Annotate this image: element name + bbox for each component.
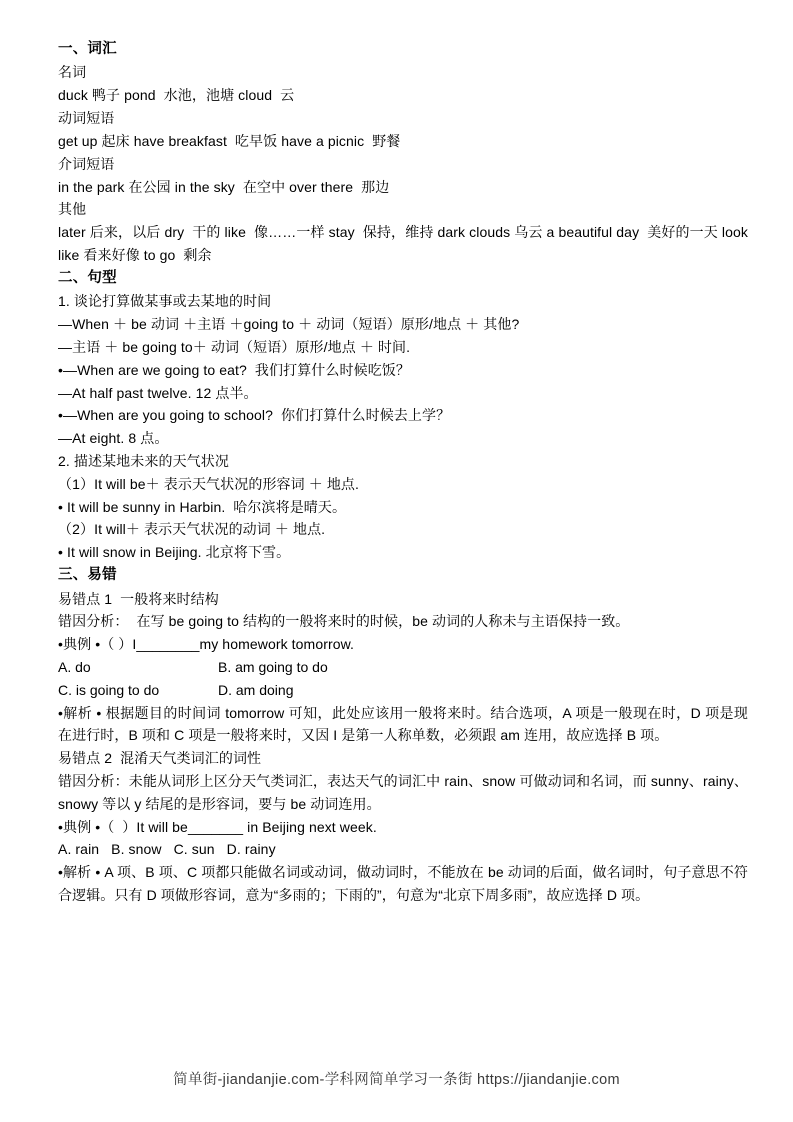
pattern-1-example-q2: •—When are you going to school? 你们打算什么时候去上学？	[58, 407, 451, 424]
choice-option-b: B. am going to do	[218, 658, 328, 675]
choice-row	[58, 656, 748, 679]
pattern-1-title: 1. 谈论打算做某事或去某地的时间	[58, 293, 272, 310]
pattern-1-question-form: —When ＋ be 动词 ＋主语 ＋going to ＋ 动词（短语）原形/地点 ＋ 其他?	[58, 316, 520, 333]
section-heading-sentence-patterns: 二、句型	[58, 269, 117, 286]
pattern-1-answer-form: —主语 ＋ be going to＋ 动词（短语）原形/地点 ＋ 时间.	[58, 338, 411, 355]
mistake-point-1-example: •典例 •（ ）I________my homework tomorrow.	[58, 636, 355, 653]
mistake-point-2-example: •典例 •（ ）It will be_______ in Beijing next week.	[58, 818, 377, 835]
vocab-line-prep-phrase-label: 介词短语	[58, 155, 115, 172]
section-heading-common-mistakes: 三、易错	[58, 567, 117, 584]
vocab-line-verb-phrase-label: 动词短语	[58, 110, 115, 127]
section-heading-vocabulary: 一、词汇	[58, 41, 117, 57]
mistake-point-1-reason: 错因分析： 在写 be going to 结构的一般将来时的时候，be 动词的人称未与主语保持一致。	[58, 613, 630, 630]
vocab-line-other-label: 其他	[58, 201, 87, 218]
mistake-point-2-analysis: •解析 • A 项、B 项、C 项都只能做名词或动词，做动词时，不能放在 be 动词的后面，做名词时，句子意思不符合逻辑。只有 D 项做形容词，意为“多雨的；下雨的”，句意为“北京下周多雨”，故应选择 D 项。	[58, 864, 748, 904]
mistake-point-1-title: 易错点 1 一般将来时结构	[58, 590, 219, 607]
pattern-2-form-1: （1）It will be＋ 表示天气状况的形容词 ＋ 地点.	[58, 475, 360, 492]
mistake-point-1-analysis: •解析 • 根据题目的时间词 tomorrow 可知，此处应该用一般将来时。结合选项，A 项是一般现在时，D 项是现在进行时，B 项和 C 项是一般将来时，又因 I 是第一人称单数，必须跟 am 连用，故应选择 B 项。	[58, 704, 748, 744]
pattern-2-example-2: • It will snow in Beijing. 北京将下雪。	[58, 544, 291, 561]
choice-row	[58, 679, 748, 702]
pattern-2-title: 2. 描述某地未来的天气状况	[58, 452, 229, 469]
vocab-line-prep-phrases: in the park 在公园 in the sky 在空中 over there 那边	[58, 178, 390, 195]
choice-option-a: A. do	[58, 658, 91, 675]
pattern-1-example-a2: —At eight. 8 点。	[58, 430, 169, 447]
page-footer: 简单街-jiandanjie.com-学科网简单学习一条街 https://jiandanjie.com	[173, 1072, 620, 1088]
pattern-1-example-a1: —At half past twelve. 12 点半。	[58, 384, 258, 401]
mistake-point-2-options: A. rain B. snow C. sun D. rainy	[58, 841, 276, 858]
document-body	[58, 38, 752, 907]
vocab-line-verb-phrases: get up 起床 have breakfast 吃早饭 have a picnic 野餐	[58, 132, 401, 149]
choice-option-c: C. is going to do	[58, 681, 160, 698]
choice-option-d: D. am doing	[218, 681, 294, 698]
pattern-2-form-2: （2）It will＋ 表示天气状况的动词 ＋ 地点.	[58, 521, 326, 538]
pattern-2-example-1: • It will be sunny in Harbin. 哈尔滨将是晴天。	[58, 498, 347, 515]
mistake-point-2-title: 易错点 2 混淆天气类词汇的词性	[58, 750, 262, 767]
vocab-line-noun-label: 名词	[58, 64, 87, 81]
vocab-line-nouns: duck 鸭子 pond 水池，池塘 cloud 云	[58, 87, 295, 104]
pattern-1-example-q1: •—When are we going to eat? 我们打算什么时候吃饭？	[58, 361, 411, 378]
mistake-point-2-reason: 错因分析：未能从词形上区分天气类词汇，表达天气的词汇中 rain、snow 可做动词和名词，而 sunny、rainy、snowy 等以 y 结尾的是形容词，要与 be 动词连用。	[58, 773, 748, 812]
vocab-line-others: later 后来，以后 dry 干的 like 像……一样 stay 保持，维持 dark clouds 乌云 a beautiful day 美好的一天 look like 看来好像 to go 剩余	[58, 224, 752, 263]
